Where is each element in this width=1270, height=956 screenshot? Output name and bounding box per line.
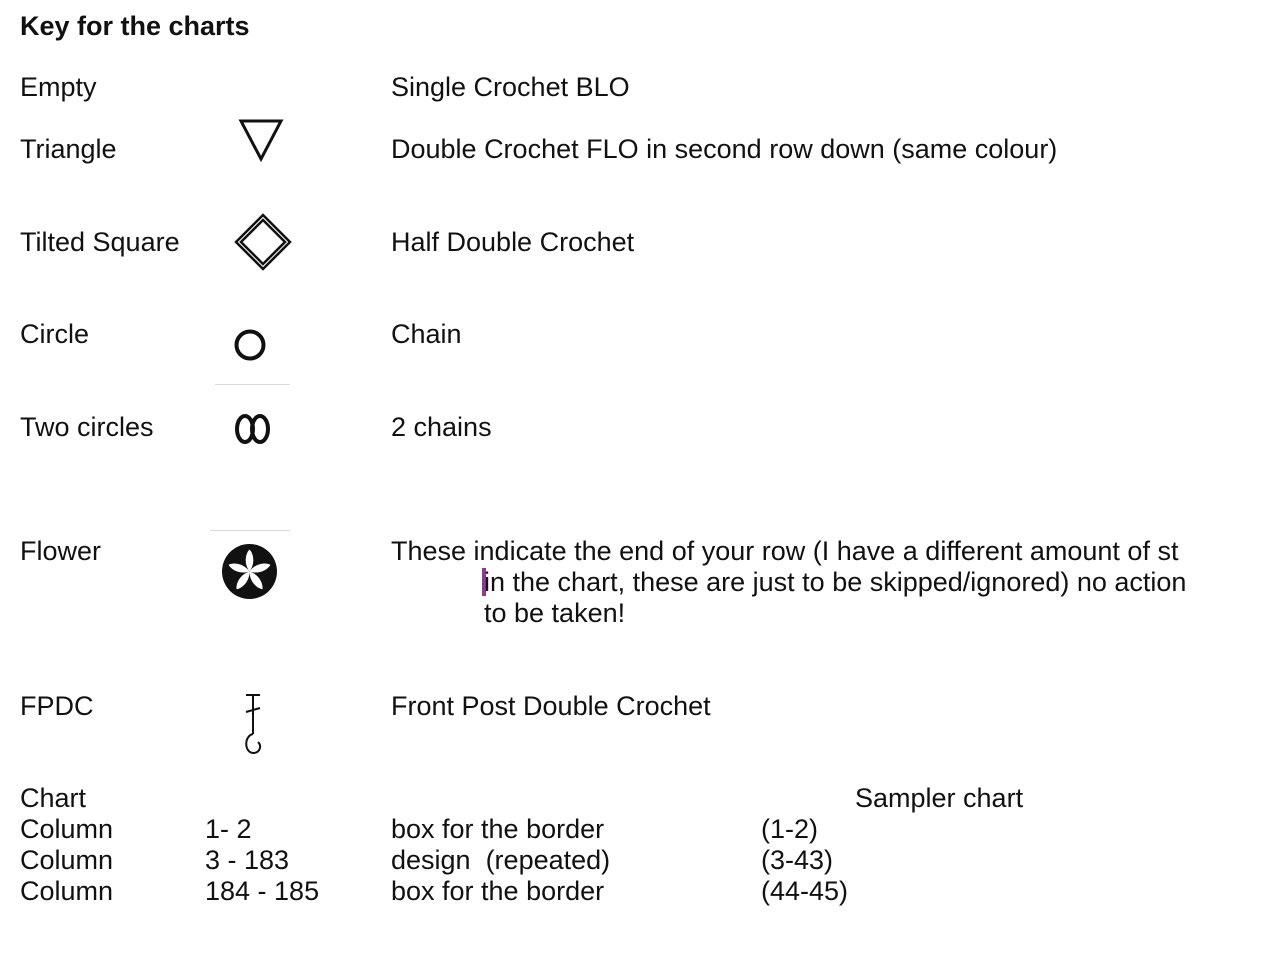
icon-divider — [210, 530, 290, 531]
key-desc-triangle: Double Crochet FLO in second row down (same colour) — [391, 134, 1058, 164]
key-name-circle: Circle — [20, 319, 90, 349]
key-desc-flower-line-3: to be taken! — [484, 598, 626, 628]
key-name-fpdc: FPDC — [20, 691, 94, 721]
flower-icon — [221, 543, 278, 600]
diamond-icon — [234, 213, 292, 271]
column-row-label: Column — [20, 876, 114, 906]
column-row-label: Column — [20, 814, 114, 844]
key-desc-flower-line-2[interactable] — [482, 567, 1186, 598]
column-row-sampler: (3-43) — [761, 845, 834, 875]
column-row-range: 3 - 183 — [205, 845, 290, 875]
column-row-label: Column — [20, 845, 114, 875]
page-title: Key for the charts — [20, 11, 250, 41]
key-desc-two-circles: 2 chains — [391, 412, 492, 442]
column-row-range: 184 - 185 — [205, 876, 320, 906]
key-name-two-circles: Two circles — [20, 412, 154, 442]
key-desc-circle: Chain — [391, 319, 462, 349]
key-desc-flower-line-2-text: in the chart, these are just to be skipped/ignored) no action — [484, 567, 1187, 597]
icon-divider — [215, 384, 290, 385]
column-row-description: design (repeated) — [391, 845, 611, 875]
column-row-sampler: (44-45) — [761, 876, 849, 906]
key-desc-flower-line-1: These indicate the end of your row (I have a different amount of st — [391, 536, 1179, 566]
fpdc-icon — [238, 692, 268, 756]
column-row-range: 1- 2 — [205, 814, 252, 844]
column-row-sampler: (1-2) — [761, 814, 819, 844]
key-name-tilted-square: Tilted Square — [20, 227, 180, 257]
sampler-chart-label: Sampler chart — [855, 783, 1024, 813]
column-row-description: box for the border — [391, 876, 605, 906]
chart-label: Chart — [20, 783, 87, 813]
key-name-empty: Empty — [20, 72, 97, 102]
triangle-down-icon — [238, 118, 284, 162]
key-name-triangle: Triangle — [20, 134, 117, 164]
key-desc-empty: Single Crochet BLO — [391, 72, 630, 102]
circle-icon — [232, 328, 268, 364]
two-circles-icon — [234, 412, 274, 446]
key-desc-fpdc: Front Post Double Crochet — [391, 691, 711, 721]
column-row-description: box for the border — [391, 814, 605, 844]
key-name-flower: Flower — [20, 536, 102, 566]
key-desc-tilted-square: Half Double Crochet — [391, 227, 635, 257]
